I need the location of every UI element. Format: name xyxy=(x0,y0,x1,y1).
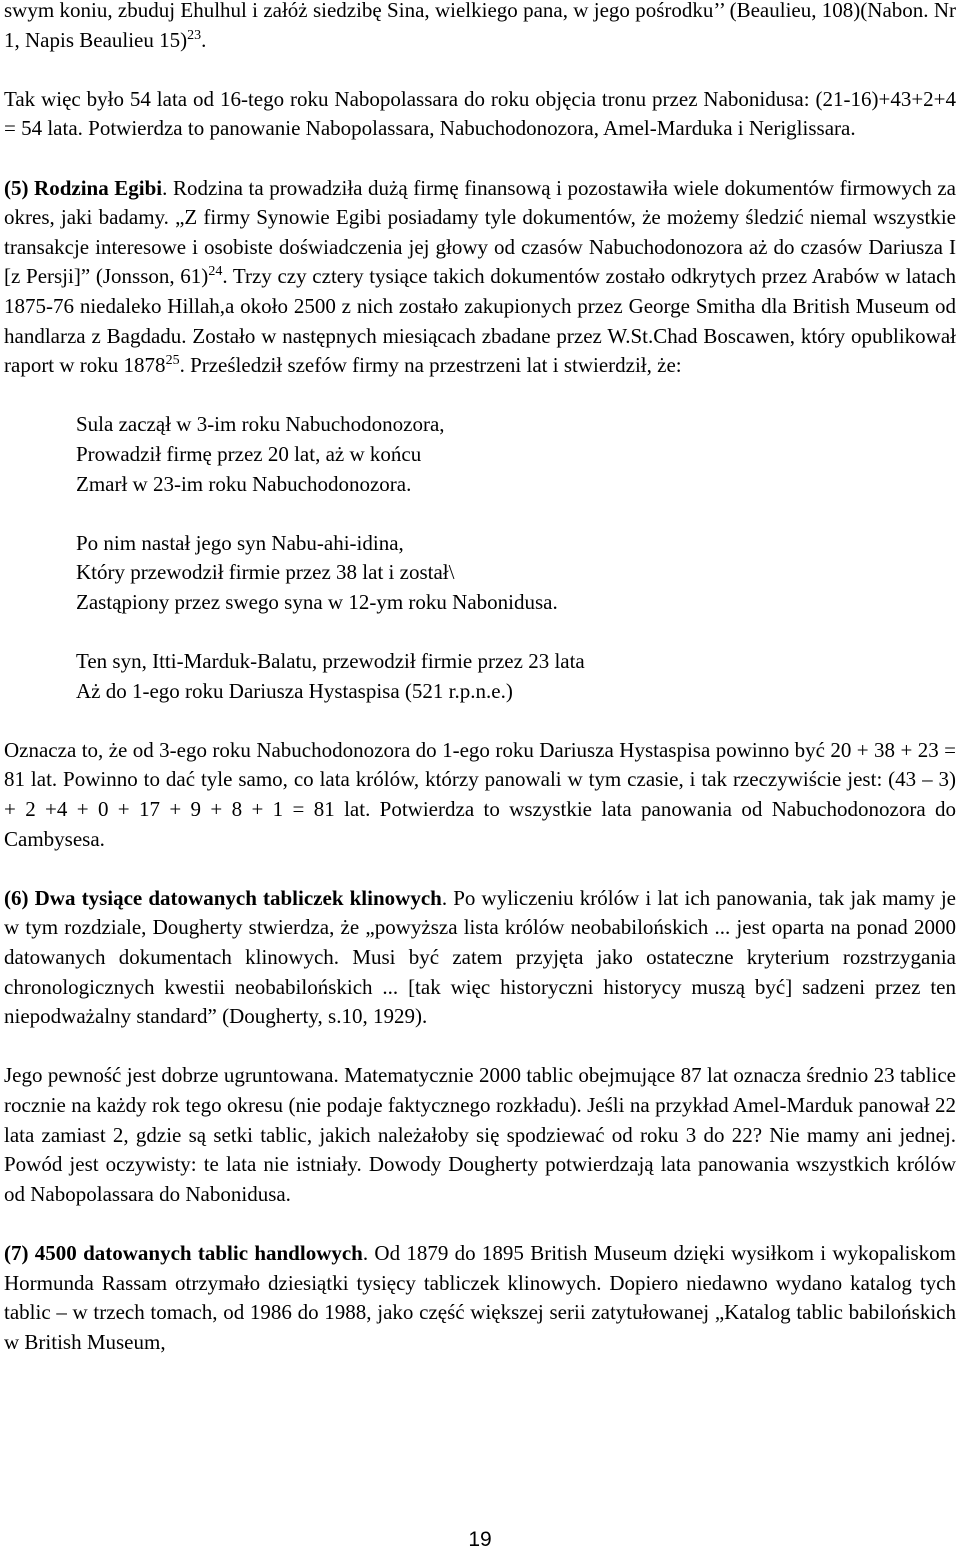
paragraph-certainty: Jego pewność jest dobrze ugruntowana. Matematycznie 2000 tablic obejmujące 87 lat oznacza średnio 23 tablice rocznie na każdy rok tego okresu (nie podaje faktycznego rozkładu). Jeśli na przykład Amel-Marduk panował 22 lata zamiast 2, gdzie są setki tablic, jakich należałoby się spodziewać od roku 3 do 22? Nie mamy ani jednej. Powód jest oczywisty: te lata nie istniały. Dowody Dougherty potwierdzają lata panowania wszystkich królów od Nabopolassara do Nabonidusa. xyxy=(4,1063,956,1206)
paragraph-81-years: Oznacza to, że od 3-ego roku Nabuchodonozora do 1-ego roku Dariusza Hystaspisa powinno być 20 + 38 + 23 = 81 lat. Powinno to dać tyle samo, co lata królów, którzy panowali w tym czasie, i tak rzeczywiście jest: (43 – 3) + 2 +4 + 0 + 17 + 9 + 8 + 1 = 81 lat. Potwierdza to wszystkie lata panowania od Nabuchodonozora do Cambysesa. xyxy=(4,737,956,851)
page-number: 19 xyxy=(468,1528,492,1551)
quote-line: Ten syn, Itti-Marduk-Balatu, przewodził firmie przez 23 lata xyxy=(76,649,585,674)
section-5-heading: (5) Rodzina Egibi xyxy=(4,175,163,200)
paragraph-text: swym koniu, zbuduj Ehulhul i załóż siedzibę Sina, wielkiego pana, w jego pośrodku’’ (Beaulieu, 108)(Nabon. Nr 1, Napis Beaulieu 15) xyxy=(4,0,956,52)
footnote-ref-25[interactable]: 25 xyxy=(165,353,180,369)
section-7-text: . Od 1879 do 1895 British Museum dzięki wysiłkom i wykopaliskom Hormunda Rassam otrzymało dziesiątki tysięcy tabliczek klinowych. Dopiero niedawno wydano katalog tych tablic – w trzech tomach, od 1986 do 1988, jako część większej serii zatytułowanej „Katalog tablic babilońskich w British Museum, xyxy=(4,1240,956,1354)
paragraph-54-years: Tak więc było 54 lata od 16-tego roku Nabopolassara do roku objęcia tronu przez Nabonidusa: (21-16)+43+2+4 = 54 lata. Potwierdza to panowanie Nabopolassara, Nabuchodonozora, Amel-Marduka i Neriglissara. xyxy=(4,86,956,141)
paragraph-beaulieu-quote-end xyxy=(4,0,956,55)
quote-line: Zastąpiony przez swego syna w 12-ym roku Nabonidusa. xyxy=(76,589,558,614)
quote-line: Po nim nastał jego syn Nabu-ahi-idina, xyxy=(76,530,404,555)
quote-line: Zmarł w 23-im roku Nabuchodonozora. xyxy=(76,471,412,496)
section-5-text-2: . Trzy czy cztery tysiące takich dokumentów zostało odkrytych przez Arabów w latach 1875-76 niedaleko Hillah,a około 2500 z nich zostało zakupionych przez George Smitha dla British Museum od handlarza z Bagdadu. Zostało w następnych miesiącach zbadane przez W.St.Chad Boscawen, który opublikował raport w roku 1878 xyxy=(4,264,956,378)
quote-line: Który przewodził firmie przez 38 lat i został\ xyxy=(76,560,455,585)
section-7-commercial-tablets xyxy=(4,1239,956,1357)
document-page xyxy=(4,0,956,1357)
quote-line: Prowadził firmę przez 20 lat, aż w końcu xyxy=(76,441,422,466)
section-6-dated-tablets xyxy=(4,884,956,1032)
quote-line: Sula zaczął w 3-im roku Nabuchodonozora, xyxy=(76,412,445,437)
section-5-text-1: . Rodzina ta prowadziła dużą firmę finansową i pozostawiła wiele dokumentów firmowych za okres, jaki badamy. „Z firmy Synowie Egibi posiadamy tyle dokumentów, że możemy śledzić niemal wszystkie transakcje interesowe i osobiste doświadczenia jej głowy od czasów Nabuchodonozora aż do czasów Dariusza I [z Persji]” (Jonsson, 61) xyxy=(4,175,956,289)
section-6-text: . Po wyliczeniu królów i lat ich panowania, tak jak mamy je w tym rozdziale, Dougherty stwierdza, że „powyższa lista królów neobabilońskich ... jest oparta na ponad 2000 datowanych dokumentach klinowych. Musi być zatem przyjęta jako ostateczne kryterium rozstrzygania chronologicznych kwestii neobabilońskich ... [tak więc historyczni historycy muszą być] sadzeni przez ten niepodważalny standard” (Dougherty, s.10, 1929). xyxy=(4,885,957,1029)
section-5-egibi-family xyxy=(4,174,956,381)
block-quote-firm-heads xyxy=(76,410,956,706)
section-6-heading: (6) Dwa tysiące datowanych tabliczek klinowych xyxy=(4,885,442,910)
paragraph-text-end: . xyxy=(201,27,207,52)
quote-line: Aż do 1-ego roku Dariusza Hystaspisa (521 r.p.n.e.) xyxy=(76,678,513,703)
footnote-ref-24[interactable]: 24 xyxy=(208,264,223,280)
footnote-ref-23[interactable]: 23 xyxy=(187,27,202,43)
section-7-heading: (7) 4500 datowanych tablic handlowych xyxy=(4,1240,363,1265)
section-5-text-3: . Prześledził szefów firmy na przestrzeni lat i stwierdził, że: xyxy=(179,353,682,378)
